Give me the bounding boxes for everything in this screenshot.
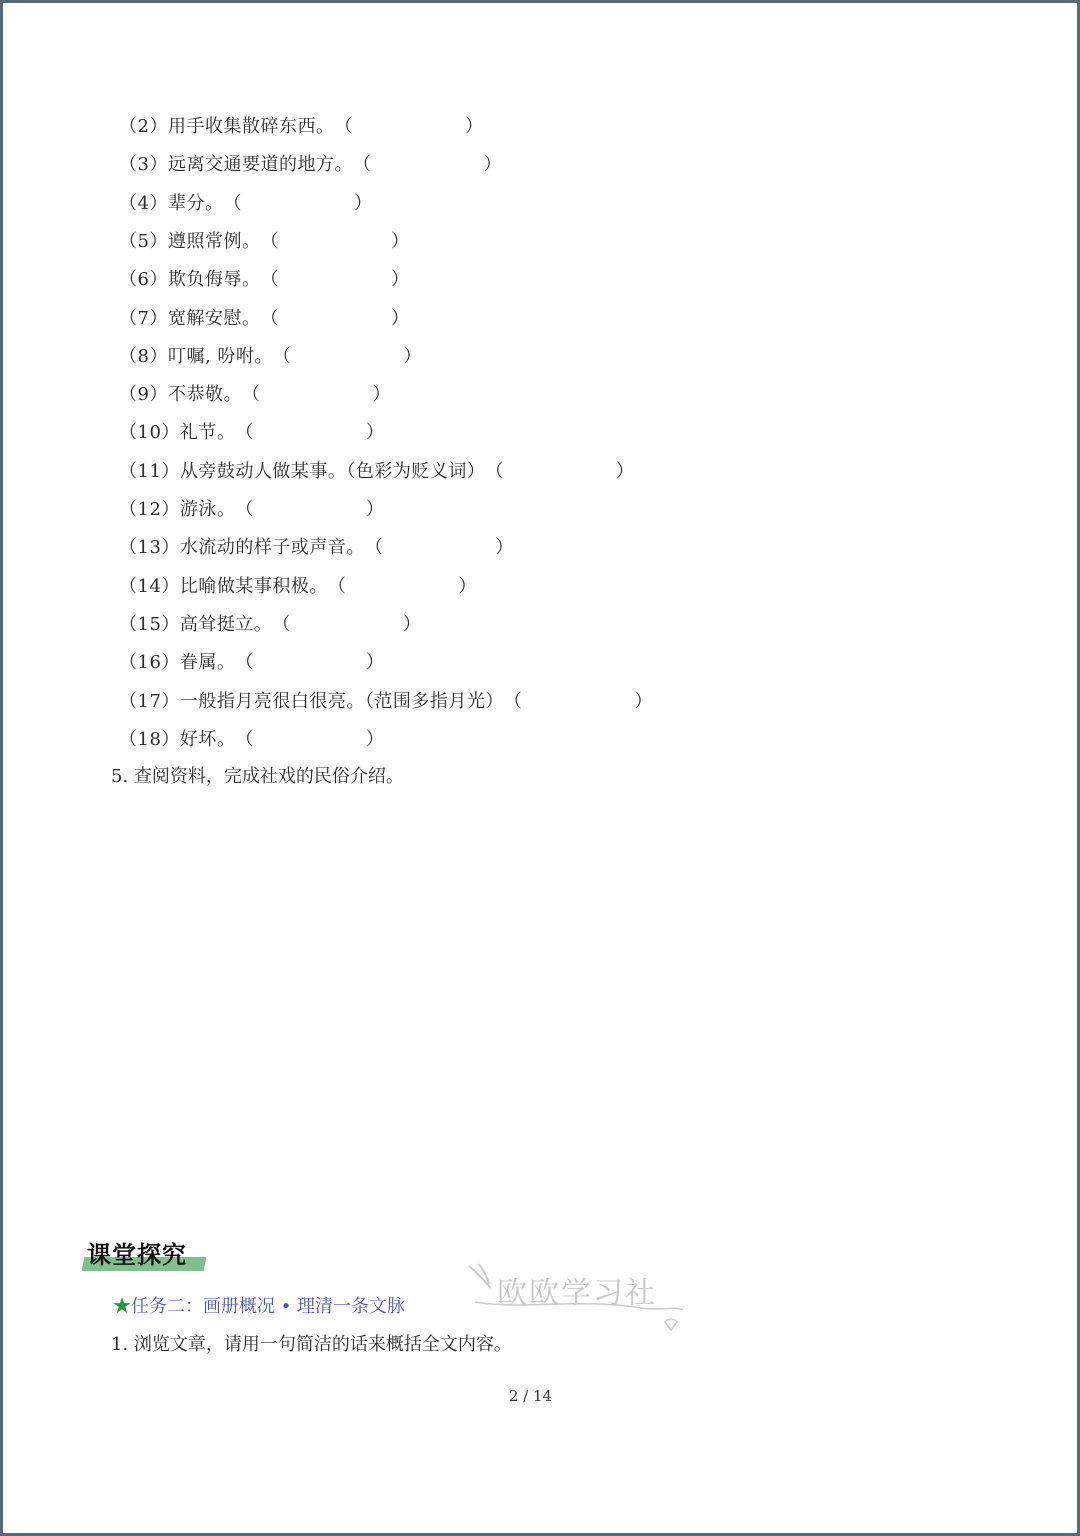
- item-number: （5）: [119, 230, 168, 252]
- question-item: [119, 458, 634, 486]
- question-item: [119, 419, 384, 447]
- item-definition: 遵照常例。: [167, 230, 261, 252]
- answer-close-paren: ）: [634, 690, 653, 712]
- answer-open-paren: （: [235, 422, 254, 444]
- item-number: （14）: [119, 575, 180, 597]
- watermark-swirl-icon: [461, 1258, 691, 1338]
- item-definition: 欺负侮辱。: [167, 269, 261, 291]
- item-number: （12）: [119, 499, 180, 520]
- answer-open-paren: （: [235, 652, 254, 674]
- question-5: 5. 查阅资料，完成社戏的民俗介绍。: [111, 766, 404, 787]
- question-item: [119, 228, 409, 256]
- answer-open-paren: （: [327, 575, 347, 597]
- item-definition: 从旁鼓动人做某事。（色彩为贬义词）: [179, 460, 486, 482]
- question-item: [119, 496, 384, 524]
- item-number: （8）: [119, 345, 168, 367]
- answer-close-paren: ）: [402, 613, 422, 635]
- answer-open-paren: （: [485, 460, 504, 482]
- item-number: （4）: [119, 192, 168, 214]
- question-item: [119, 611, 421, 639]
- answer-open-paren: （: [241, 384, 261, 406]
- answer-open-paren: （: [334, 116, 353, 137]
- question-item: [119, 343, 422, 371]
- answer-close-paren: ）: [372, 384, 391, 406]
- answer-open-paren: （: [352, 154, 372, 176]
- answer-close-paren: ）: [495, 537, 514, 559]
- answer-close-paren: ）: [390, 307, 410, 329]
- item-definition: 高耸挺立。: [179, 613, 273, 635]
- answer-close-paren: ）: [464, 116, 484, 137]
- item-number: （11）: [119, 460, 180, 482]
- answer-open-paren: （: [364, 537, 384, 559]
- watermark: [461, 1258, 691, 1338]
- item-definition: 比喻做某事积极。: [179, 575, 328, 597]
- item-definition: 用手收集散碎东西。: [167, 116, 335, 137]
- question-item: [119, 190, 372, 218]
- task-label: 画册概况 • 理清一条文脉: [203, 1296, 406, 1317]
- item-number: （10）: [119, 422, 180, 444]
- answer-open-paren: （: [223, 192, 242, 214]
- item-number: （16）: [119, 652, 180, 674]
- answer-close-paren: ）: [390, 230, 410, 252]
- item-number: （9）: [119, 384, 168, 406]
- question-item: [119, 151, 502, 179]
- question-item: [119, 688, 653, 716]
- item-definition: 叮嘱, 吩咐。: [167, 345, 273, 367]
- star-icon: ★: [113, 1296, 131, 1317]
- answer-open-paren: （: [260, 230, 279, 252]
- item-number: （13）: [119, 537, 180, 559]
- question-item: [119, 573, 477, 601]
- question-item: [119, 534, 514, 562]
- answer-open-paren: （: [272, 613, 291, 635]
- answer-close-paren: ）: [365, 728, 385, 750]
- answer-open-paren: （: [272, 345, 292, 367]
- answer-close-paren: ）: [365, 652, 385, 674]
- question-item: [119, 381, 391, 409]
- item-number: （6）: [119, 269, 168, 291]
- answer-open-paren: （: [260, 269, 279, 291]
- answer-close-paren: ）: [483, 154, 502, 176]
- answer-close-paren: ）: [458, 575, 477, 597]
- item-definition: 好坏。: [179, 728, 236, 750]
- answer-open-paren: （: [235, 499, 254, 520]
- answer-open-paren: （: [260, 307, 279, 329]
- item-number: （3）: [119, 154, 168, 176]
- item-number: （7）: [119, 307, 168, 329]
- answer-close-paren: ）: [365, 422, 385, 444]
- question-item: [119, 113, 483, 141]
- answer-open-paren: （: [235, 728, 254, 750]
- item-definition: 辈分。: [167, 192, 224, 214]
- answer-close-paren: ）: [365, 499, 385, 520]
- question-item: [119, 649, 384, 677]
- item-definition: 远离交通要道的地方。: [167, 154, 353, 176]
- item-definition: 游泳。: [179, 499, 236, 520]
- question-item: [119, 305, 409, 333]
- question-item: [119, 726, 384, 754]
- item-number: （15）: [119, 613, 180, 635]
- task-heading: [113, 1293, 405, 1321]
- answer-close-paren: ）: [403, 345, 422, 367]
- task-prefix: 任务二：: [131, 1296, 203, 1317]
- item-number: （2）: [119, 116, 168, 137]
- item-definition: 礼节。: [179, 422, 236, 444]
- question-1: 1. 浏览文章，请用一句简洁的话来概括全文内容。: [111, 1334, 512, 1355]
- watermark-text: 欧欧学习社: [497, 1276, 657, 1311]
- item-definition: 水流动的样子或声音。: [179, 537, 365, 559]
- section-title: 课堂探究: [87, 1241, 187, 1269]
- item-number: （18）: [119, 728, 180, 750]
- item-definition: 不恭敬。: [167, 384, 242, 406]
- answer-close-paren: ）: [353, 192, 373, 214]
- answer-open-paren: （: [503, 690, 523, 712]
- answer-close-paren: ）: [615, 460, 635, 482]
- item-definition: 宽解安慰。: [167, 307, 261, 329]
- item-number: （17）: [119, 690, 180, 712]
- page-number: 2 / 14: [508, 1387, 553, 1405]
- answer-close-paren: ）: [390, 269, 410, 291]
- item-definition: 一般指月亮很白很亮。（范围多指月光）: [179, 690, 504, 712]
- question-item: [119, 266, 409, 294]
- item-definition: 眷属。: [179, 652, 236, 674]
